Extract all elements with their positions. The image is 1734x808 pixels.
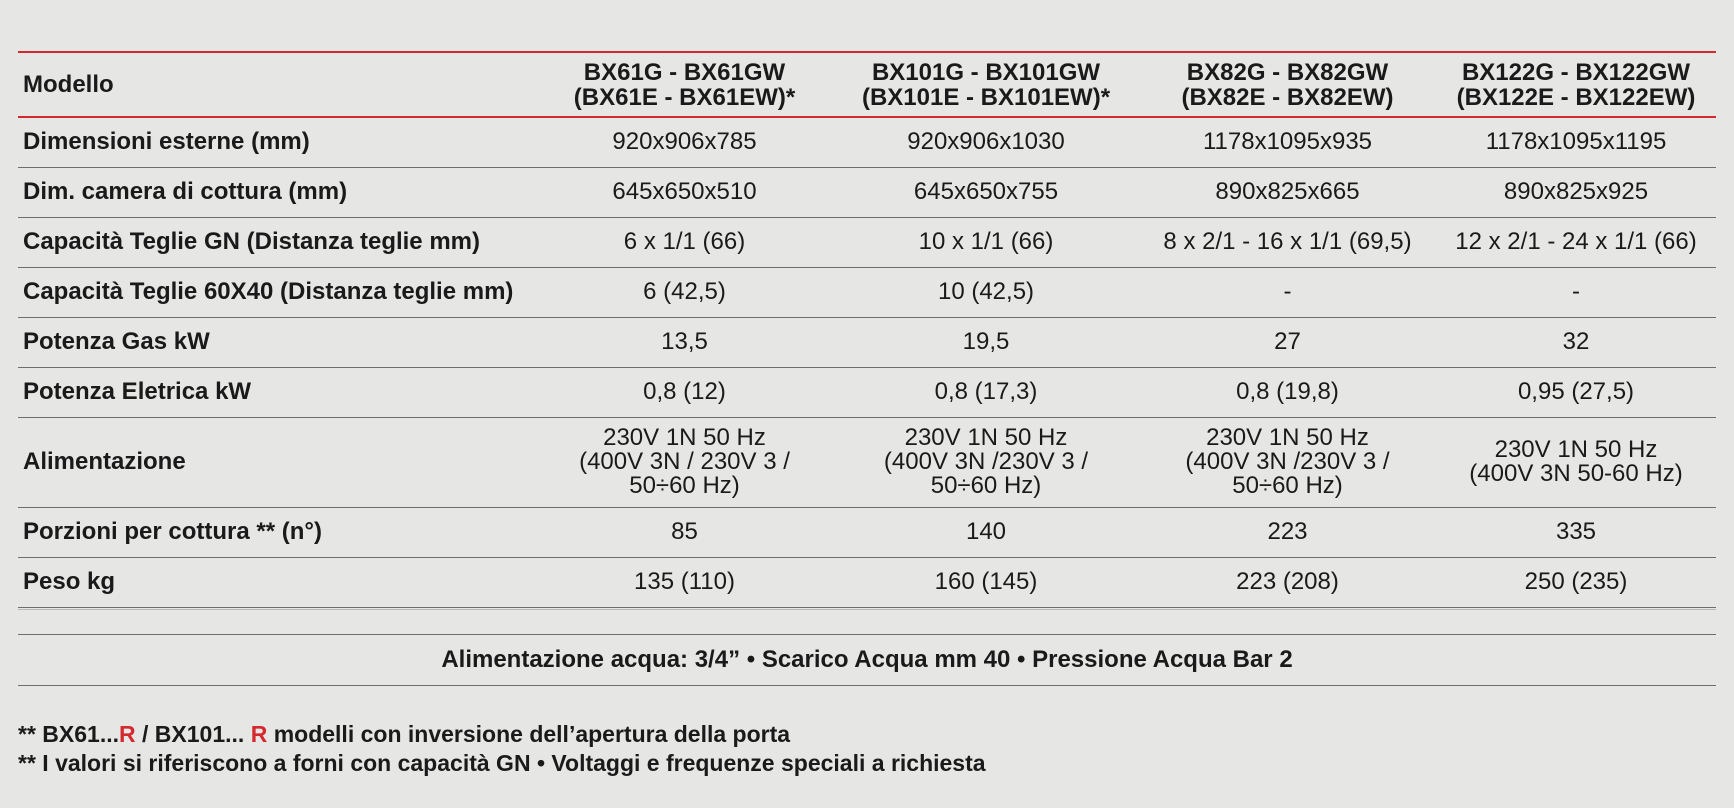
table-cell <box>1436 417 1716 507</box>
table-cell: 0,8 (19,8) <box>1139 367 1436 417</box>
header-model-3 <box>1139 52 1436 117</box>
table-cell: 19,5 <box>833 317 1139 367</box>
table-row-capacita-gn <box>18 217 1716 267</box>
water-info: Alimentazione acqua: 3/4” • Scarico Acqua mm 40 • Pressione Acqua Bar 2 <box>18 634 1716 686</box>
row-label: Potenza Gas kW <box>18 317 536 367</box>
table-cell: 140 <box>833 507 1139 557</box>
table-cell <box>1139 417 1436 507</box>
table-cell: 6 x 1/1 (66) <box>536 217 833 267</box>
cell-line: 50÷60 Hz) <box>930 472 1042 499</box>
header-model-line: BX101G - BX101GW <box>871 58 1101 86</box>
table-cell: - <box>1139 267 1436 317</box>
header-model-1 <box>536 52 833 117</box>
footnote-highlight: R <box>119 721 136 747</box>
cell-line: (400V 3N /230V 3 / <box>883 448 1089 475</box>
footnote-highlight: R <box>250 721 268 747</box>
table-cell: 335 <box>1436 507 1716 557</box>
row-label: Capacità Teglie GN (Distanza teglie mm) <box>18 217 536 267</box>
footnote-text: ** BX61... <box>18 721 119 747</box>
table-cell: - <box>1436 267 1716 317</box>
cell-line: 230V 1N 50 Hz <box>603 424 766 451</box>
footnote-1 <box>18 720 986 749</box>
footnote-2: ** I valori si riferiscono a forni con capacità GN • Voltaggi e frequenze speciali a richiesta <box>18 750 986 776</box>
specs-table <box>18 51 1716 608</box>
table-cell: 135 (110) <box>536 557 833 607</box>
footnote-text: / BX101... <box>135 721 251 747</box>
table-cell: 13,5 <box>536 317 833 367</box>
row-label: Dimensioni esterne (mm) <box>18 117 536 167</box>
cell-line: 50÷60 Hz) <box>1232 472 1343 499</box>
table-cell: 160 (145) <box>833 557 1139 607</box>
header-model-line: (BX82E - BX82EW) <box>1181 83 1394 111</box>
row-label: Alimentazione <box>18 417 536 507</box>
header-model-2 <box>833 52 1139 117</box>
table-cell <box>833 417 1139 507</box>
table-row-dimensioni-esterne <box>18 117 1716 167</box>
cell-line: (400V 3N 50-60 Hz) <box>1469 460 1683 487</box>
table-cell: 645x650x510 <box>536 167 833 217</box>
header-model-line: BX122G - BX122GW <box>1461 58 1691 86</box>
table-cell: 920x906x1030 <box>833 117 1139 167</box>
table-cell: 27 <box>1139 317 1436 367</box>
row-label: Peso kg <box>18 557 536 607</box>
cell-line: 230V 1N 50 Hz <box>1494 436 1658 463</box>
table-cell: 0,95 (27,5) <box>1436 367 1716 417</box>
table-cell: 920x906x785 <box>536 117 833 167</box>
table-cell: 890x825x925 <box>1436 167 1716 217</box>
table-row-alimentazione <box>18 417 1716 507</box>
table-cell: 223 (208) <box>1139 557 1436 607</box>
table-cell: 12 x 2/1 - 24 x 1/1 (66) <box>1436 217 1716 267</box>
table-row-dim-camera <box>18 167 1716 217</box>
table-cell: 890x825x665 <box>1139 167 1436 217</box>
table-cell: 645x650x755 <box>833 167 1139 217</box>
table-row-peso <box>18 557 1716 607</box>
table-cell: 32 <box>1436 317 1716 367</box>
table-cell: 10 (42,5) <box>833 267 1139 317</box>
cell-line: 230V 1N 50 Hz <box>904 424 1068 451</box>
divider <box>18 609 1716 610</box>
header-row <box>18 52 1716 117</box>
table-cell: 250 (235) <box>1436 557 1716 607</box>
table-cell <box>536 417 833 507</box>
table-row-capacita-6040 <box>18 267 1716 317</box>
table-cell: 85 <box>536 507 833 557</box>
table-cell: 223 <box>1139 507 1436 557</box>
footnote-text: modelli con inversione dell’apertura della porta <box>267 721 791 747</box>
row-label: Potenza Eletrica kW <box>18 367 536 417</box>
cell-line: 50÷60 Hz) <box>629 472 740 499</box>
table-cell: 6 (42,5) <box>536 267 833 317</box>
cell-line: (400V 3N / 230V 3 / <box>579 448 790 475</box>
table-cell: 1178x1095x1195 <box>1436 117 1716 167</box>
table-cell: 8 x 2/1 - 16 x 1/1 (69,5) <box>1139 217 1436 267</box>
table-cell: 1178x1095x935 <box>1139 117 1436 167</box>
header-label: Modello <box>18 52 536 117</box>
header-model-line: (BX61E - BX61EW)* <box>573 83 796 111</box>
table-row-porzioni <box>18 507 1716 557</box>
header-model-4 <box>1436 52 1716 117</box>
table-cell: 0,8 (12) <box>536 367 833 417</box>
row-label: Capacità Teglie 60X40 (Distanza teglie mm) <box>18 267 536 317</box>
header-model-line: (BX101E - BX101EW)* <box>861 83 1111 111</box>
header-model-line: BX61G - BX61GW <box>583 58 786 86</box>
cell-line: (400V 3N /230V 3 / <box>1185 448 1390 475</box>
cell-line: 230V 1N 50 Hz <box>1206 424 1369 451</box>
row-label: Dim. camera di cottura (mm) <box>18 167 536 217</box>
table-row-potenza-gas <box>18 317 1716 367</box>
table-row-potenza-elettrica <box>18 367 1716 417</box>
header-model-line: BX82G - BX82GW <box>1186 58 1389 86</box>
table-cell: 10 x 1/1 (66) <box>833 217 1139 267</box>
table-cell: 0,8 (17,3) <box>833 367 1139 417</box>
footnotes <box>18 720 986 778</box>
header-model-line: (BX122E - BX122EW) <box>1456 83 1696 111</box>
row-label: Porzioni per cottura ** (n°) <box>18 507 536 557</box>
